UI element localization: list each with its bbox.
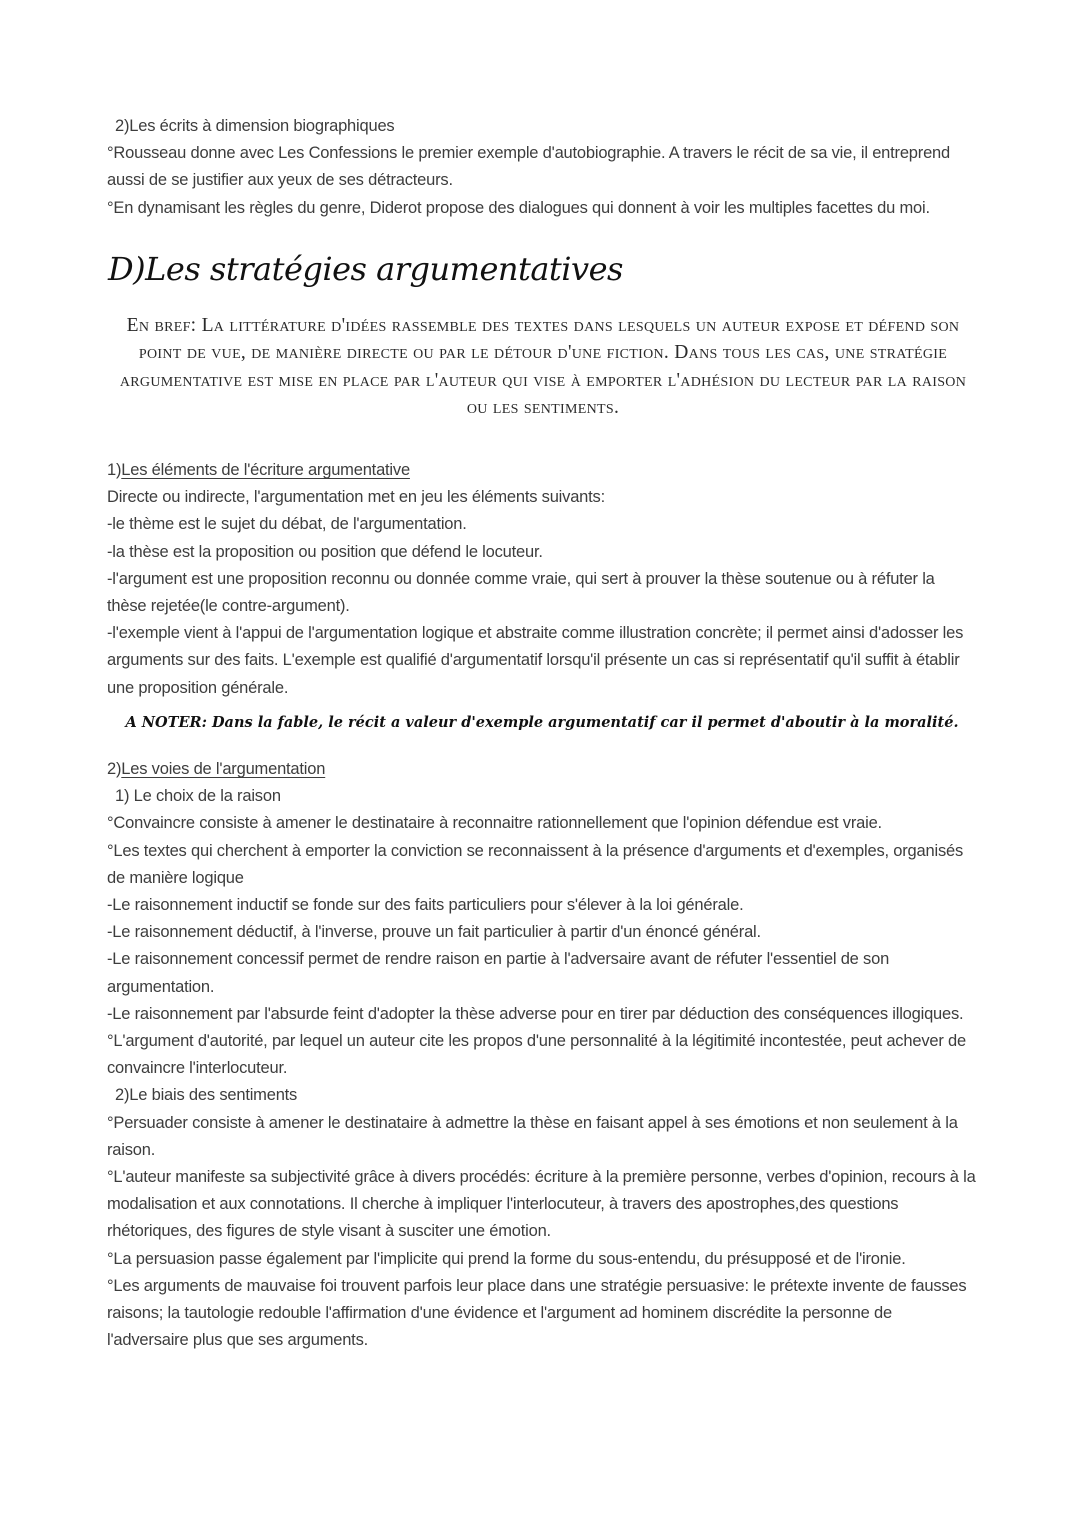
part1-intro: Directe ou indirecte, l'argumentation met en jeu les éléments suivants:: [107, 488, 605, 507]
part1-number: 1): [107, 461, 122, 479]
paragraph: °Persuader consiste à amener le destinataire à admettre la thèse en faisant appel à ses émotions et non seulement à la raison.: [107, 1113, 958, 1159]
summary-box: En bref: La littérature d'idées rassemble des textes dans lesquels un auteur expose et défend son point de vue, de manière directe ou par le détour d'une fiction. Dans tous les cas, une stratégie argumentative est mise en place par l'auteur qui vise à emporter l'adhésion du lecteur par la raison ou les sentiments.: [119, 315, 967, 418]
paragraph: °L'argument d'autorité, par lequel un auteur cite les propos d'une personnalité à la légitimité incontestée, peut achever de convaincre l'interlocuteur.: [107, 1032, 966, 1078]
part1-title: Les éléments de l'écriture argumentative: [121, 461, 410, 479]
part1-block: [107, 457, 977, 702]
section-c-block: [107, 113, 977, 222]
part1-heading: [107, 457, 977, 484]
paragraph: °Les arguments de mauvaise foi trouvent parfois leur place dans une stratégie persuasive: le prétexte invente de fausses raisons; la tautologie redouble l'affirmation d'une évidence et l'argument ad hominem discrédite la personne de l'adversaire plus que ses arguments.: [107, 1276, 967, 1350]
subsection-title: 2)Le biais des sentiments: [115, 1086, 298, 1105]
paragraph: °La persuasion passe également par l'implicite qui prend la forme du sous-entendu, du présupposé et de l'ironie.: [107, 1249, 906, 1268]
part2-number: 2): [107, 760, 122, 778]
paragraph: °L'auteur manifeste sa subjectivité grâce à divers procédés: écriture à la première personne, verbes d'opinion, recours à la modalisation et aux connotations. Il cherche à impliquer l'interlocuteur, à travers des apostrophes,des questions rhétoriques, des figures de style visant à susciter une émotion.: [107, 1168, 976, 1241]
paragraph: -Le raisonnement déductif, à l'inverse, prouve un fait particulier à partir d'un énoncé général.: [107, 923, 761, 942]
paragraph: -Le raisonnement concessif permet de rendre raison en partie à l'adversaire avant de réfuter l'essentiel de son argumentation.: [107, 950, 890, 996]
paragraph: °Les textes qui cherchent à emporter la conviction se reconnaissent à la présence d'arguments et d'exemples, organisés de manière logique: [107, 841, 964, 887]
part2-heading: [107, 756, 977, 783]
list-item: -le thème est le sujet du débat, de l'argumentation.: [107, 515, 467, 534]
paragraph: -Le raisonnement par l'absurde feint d'adopter la thèse adverse pour en tirer par déduction des conséquences illogiques.: [107, 1004, 964, 1023]
subsection-title: 2)Les écrits à dimension biographiques: [115, 117, 395, 135]
paragraph: °Rousseau donne avec Les Confessions le premier exemple d'autobiographie. A travers le récit de sa vie, il entreprend aussi de se justifier aux yeux de ses détracteurs.: [107, 144, 951, 190]
list-item: -l'exemple vient à l'appui de l'argumentation logique et abstraite comme illustration concrète; il permet ainsi d'adosser les arguments sur des faits. L'exemple est qualifié d'argumentatif lorsqu'il présente un cas si représentatif qu'il suffit à établir une proposition générale.: [107, 624, 964, 697]
part2-block: [107, 756, 977, 1354]
paragraph: -Le raisonnement inductif se fonde sur des faits particuliers pour s'élever à la loi générale.: [107, 896, 744, 915]
paragraph: °En dynamisant les règles du genre, Diderot propose des dialogues qui donnent à voir les multiples facettes du moi.: [107, 198, 930, 217]
paragraph: °Convaincre consiste à amener le destinataire à reconnaitre rationnellement que l'opinion défendue est vraie.: [107, 814, 882, 833]
list-item: -l'argument est une proposition reconnu ou donnée comme vraie, qui sert à prouver la thèse soutenue ou à réfuter la thèse rejetée(le contre-argument).: [107, 569, 935, 616]
list-item: -la thèse est la proposition ou position que défend le locuteur.: [107, 542, 543, 561]
part2-title: Les voies de l'argumentation: [121, 760, 326, 778]
note-a-noter: A NOTER: Dans la fable, le récit a valeur d'exemple argumentatif car il permet d'aboutir à la moralité.: [125, 714, 959, 731]
section-heading: D)Les stratégies argumentatives: [108, 250, 623, 288]
subsection-title: 1) Le choix de la raison: [115, 787, 281, 806]
